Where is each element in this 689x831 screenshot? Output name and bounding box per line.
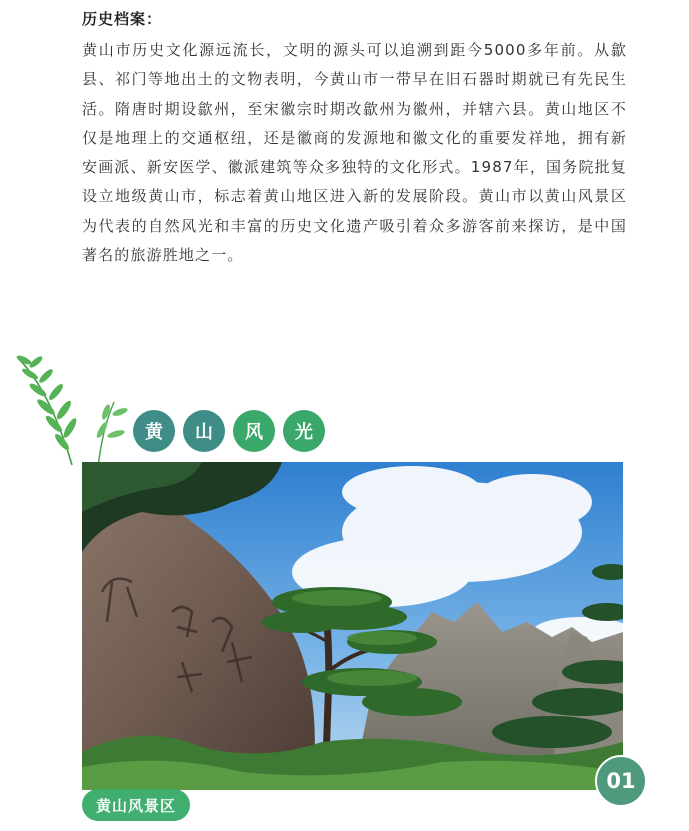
title-char-circle: 风 bbox=[233, 410, 275, 452]
title-char-circle: 光 bbox=[283, 410, 325, 452]
history-paragraph: 黄山市历史文化源远流长，文明的源头可以追溯到距今5000多年前。从歙县、祁门等地出土的文物表明，今黄山市一带早在旧石器时期就已有先民生活。隋唐时期设歙州，至宋徽宗时期改歙州为徽州，并辖六县。黄山地区不仅是地理上的交通枢纽，还是徽商的发源地和徽文化的重要发祥地，拥有新安画派、新安医学、徽派建筑等众多独特的文化形式。1987年，国务院批复设立地级黄山市，标志着黄山地区进入新的发展阶段。黄山市以黄山风景区为代表的自然风光和丰富的历史文化遗产吸引着众多游客前来探访，是中国著名的旅游胜地之一。 bbox=[82, 41, 627, 265]
title-char-circle: 黄 bbox=[133, 410, 175, 452]
huangshan-scenery-photo bbox=[82, 462, 623, 790]
history-heading: 历史档案： bbox=[82, 10, 163, 28]
title-char-circle: 山 bbox=[183, 410, 225, 452]
section-title bbox=[133, 410, 325, 452]
leaf-branch-icon bbox=[10, 350, 145, 470]
photo-caption: 黄山风景区 bbox=[82, 789, 190, 821]
photo-number-badge: 01 bbox=[595, 755, 647, 807]
article-section bbox=[82, 8, 627, 270]
scenery-image bbox=[82, 462, 623, 790]
